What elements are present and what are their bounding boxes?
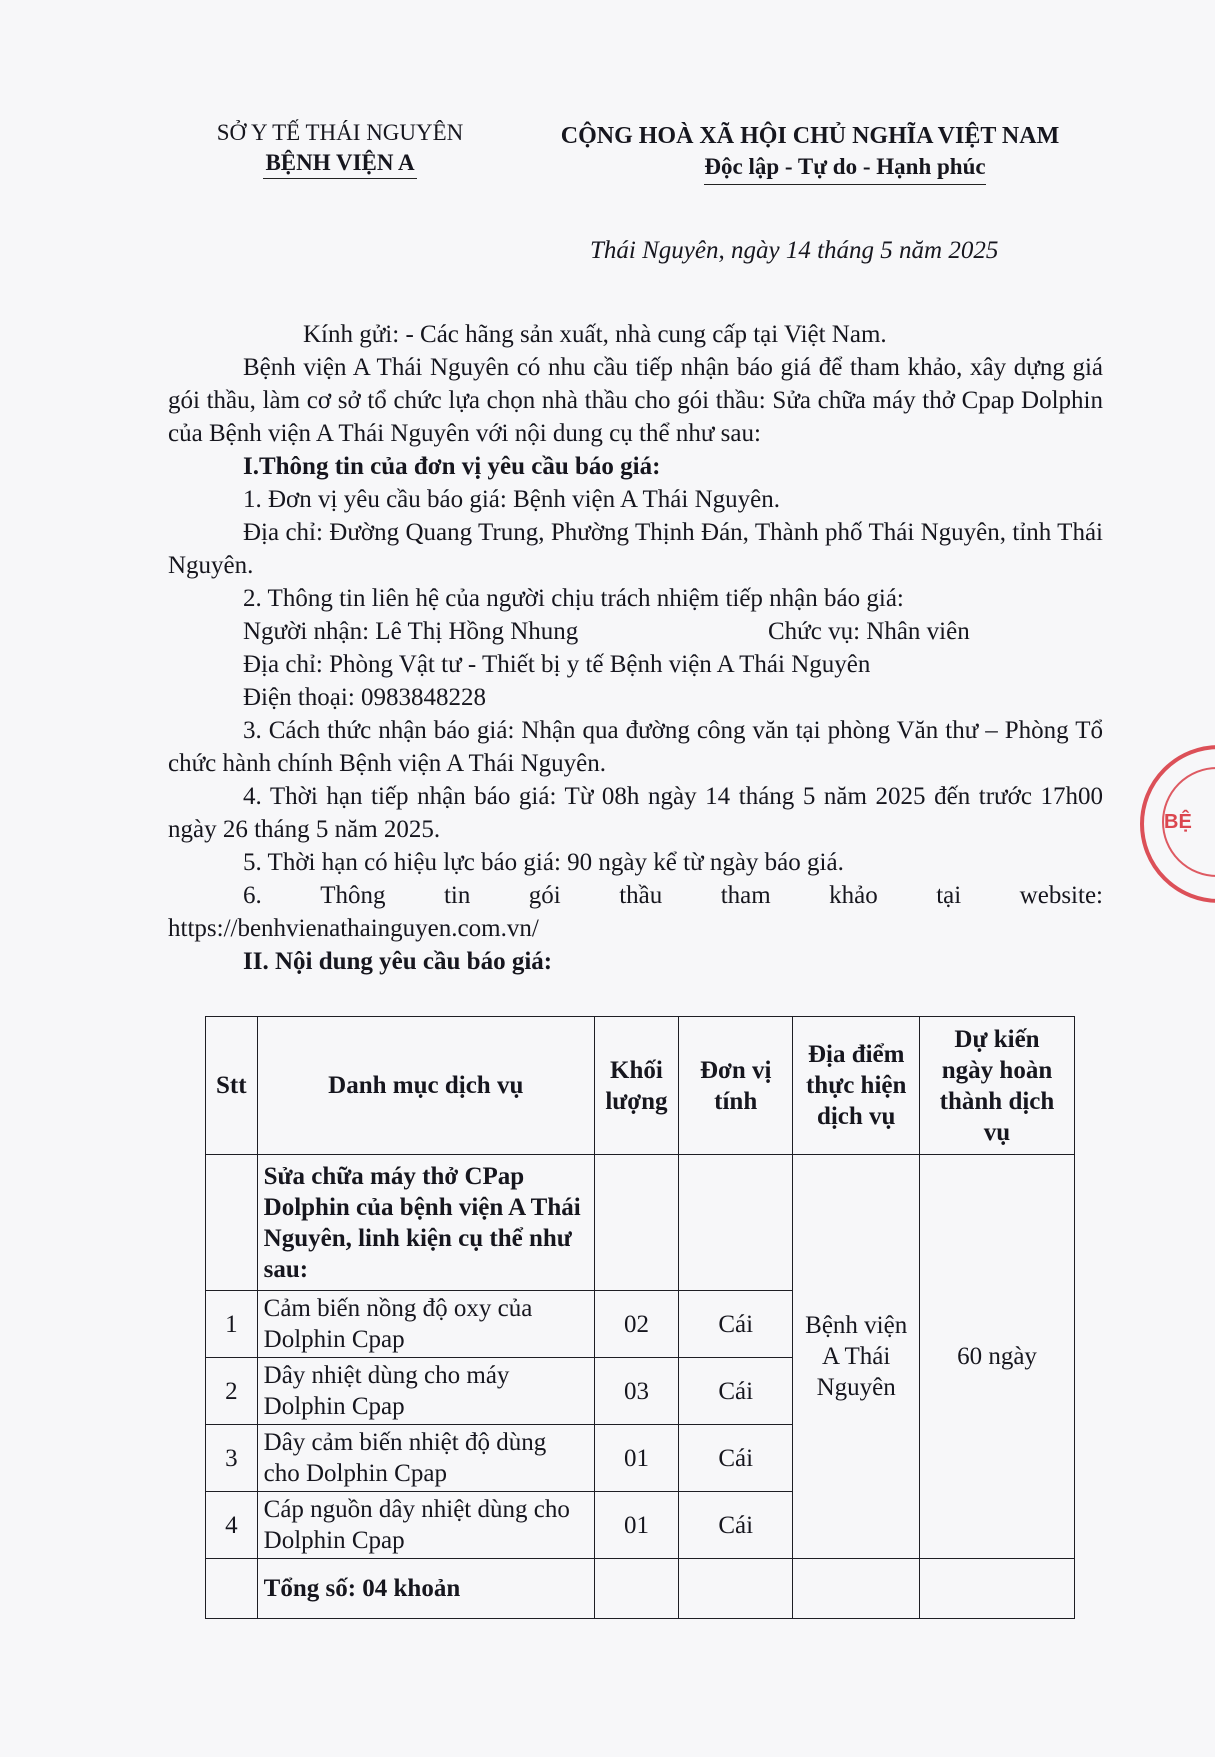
row-quantity: 03 <box>594 1358 678 1425</box>
row-quantity: 02 <box>594 1291 678 1358</box>
quote-table <box>205 1016 1075 1619</box>
group-title: Sửa chữa máy thở CPap Dolphin của bệnh viện A Thái Nguyên, linh kiện cụ thể như sau: <box>257 1155 594 1291</box>
row-quantity: 01 <box>594 1425 678 1492</box>
issuer-department: SỞ Y TẾ THÁI NGUYÊN <box>216 120 464 145</box>
row-unit: Cái <box>678 1425 792 1492</box>
national-header <box>545 120 1075 185</box>
row-unit: Cái <box>678 1291 792 1358</box>
red-seal-stamp <box>1140 745 1215 903</box>
receiver-position: Chức vụ: Nhân viên <box>768 618 970 645</box>
national-motto: Độc lập - Tự do - Hạnh phúc <box>704 152 985 185</box>
website-line <box>168 879 1103 912</box>
website-word: gói <box>528 882 561 909</box>
table-total-row <box>206 1559 1075 1619</box>
quote-validity: 5. Thời hạn có hiệu lực báo giá: 90 ngày kể từ ngày báo giá. <box>243 849 844 876</box>
issuer-header <box>190 118 490 179</box>
website-word: tin <box>443 882 471 909</box>
total-count: Tổng số: 04 khoản <box>257 1559 594 1619</box>
website-word: website: <box>1019 882 1103 909</box>
row-unit: Cái <box>678 1492 792 1559</box>
website-word: tham <box>720 882 771 909</box>
row-quantity: 01 <box>594 1492 678 1559</box>
row-stt: 4 <box>206 1492 258 1559</box>
receiver-name: Người nhận: Lê Thị Hồng Nhung <box>243 618 579 645</box>
header-service: Danh mục dịch vụ <box>257 1017 594 1155</box>
national-title: CỘNG HOÀ XÃ HỘI CHỦ NGHĨA VIỆT NAM <box>560 123 1060 149</box>
website-word: tại <box>936 882 962 909</box>
website-word: thầu <box>619 882 663 909</box>
row-unit: Cái <box>678 1358 792 1425</box>
issuer-hospital: BỆNH VIỆN A <box>263 148 416 179</box>
phone-number: Điện thoại: 0983848228 <box>243 684 487 711</box>
row-service: Dây cảm biến nhiệt độ dùng cho Dolphin Cpap <box>257 1425 594 1492</box>
row-stt: 1 <box>206 1291 258 1358</box>
dateline: Thái Nguyên, ngày 14 tháng 5 năm 2025 <box>590 237 999 264</box>
row-stt: 3 <box>206 1425 258 1492</box>
row-stt: 2 <box>206 1358 258 1425</box>
requester-unit: 1. Đơn vị yêu cầu báo giá: Bệnh viện A Thái Nguyên. <box>243 486 780 513</box>
website-url: https://benhvienathainguyen.com.vn/ <box>168 915 539 942</box>
requester-address: Địa chỉ: Đường Quang Trung, Phường Thịnh Đán, Thành phố Thái Nguyên, tỉnh Thái Nguyên. <box>168 519 1103 579</box>
section1-heading: I.Thông tin của đơn vị yêu cầu báo giá: <box>243 453 661 480</box>
header-location: Địa điểm thực hiện dịch vụ <box>793 1017 920 1155</box>
header-quantity: Khối lượng <box>594 1017 678 1155</box>
intro-paragraph: Bệnh viện A Thái Nguyên có nhu cầu tiếp nhận báo giá để tham khảo, xây dựng giá gói thầu, làm cơ sở tổ chức lựa chọn nhà thầu cho gói thầu: Sửa chữa máy thở Cpap Dolphin của Bệnh viện A Thái Nguyên với nội dung cụ thể như sau: <box>168 354 1103 447</box>
website-word: 6. <box>243 882 262 909</box>
header-stt: Stt <box>206 1017 258 1155</box>
row-service: Cáp nguồn dây nhiệt dùng cho Dolphin Cpap <box>257 1492 594 1559</box>
receipt-deadline: 4. Thời hạn tiếp nhận báo giá: Từ 08h ngày 14 tháng 5 năm 2025 đến trước 17h00 ngày 26 tháng 5 năm 2025. <box>168 783 1103 843</box>
contact-heading: 2. Thông tin liên hệ của người chịu trách nhiệm tiếp nhận báo giá: <box>243 585 904 612</box>
receipt-method: 3. Cách thức nhận báo giá: Nhận qua đường công văn tại phòng Văn thư – Phòng Tổ chức hành chính Bệnh viện A Thái Nguyên. <box>168 717 1103 777</box>
department-address: Địa chỉ: Phòng Vật tư - Thiết bị y tế Bệnh viện A Thái Nguyên <box>243 651 871 678</box>
website-word: khảo <box>829 882 878 909</box>
table-header-row <box>206 1017 1075 1155</box>
letter-body <box>168 318 1103 978</box>
row-service: Dây nhiệt dùng cho máy Dolphin Cpap <box>257 1358 594 1425</box>
table-row <box>206 1155 1075 1291</box>
receiver-row <box>168 615 1103 648</box>
section2-heading: II. Nội dung yêu cầu báo giá: <box>243 948 553 975</box>
completion-duration: 60 ngày <box>920 1155 1075 1559</box>
header-duration: Dự kiến ngày hoàn thành dịch vụ <box>920 1017 1075 1155</box>
service-location: Bệnh viện A Thái Nguyên <box>793 1155 920 1559</box>
recipient-line: Kính gửi: - Các hãng sản xuất, nhà cung cấp tại Việt Nam. <box>303 321 887 348</box>
seal-text: BỆ <box>1164 811 1192 833</box>
header-unit: Đơn vị tính <box>678 1017 792 1155</box>
row-service: Cảm biến nồng độ oxy của Dolphin Cpap <box>257 1291 594 1358</box>
website-word: Thông <box>320 882 386 909</box>
